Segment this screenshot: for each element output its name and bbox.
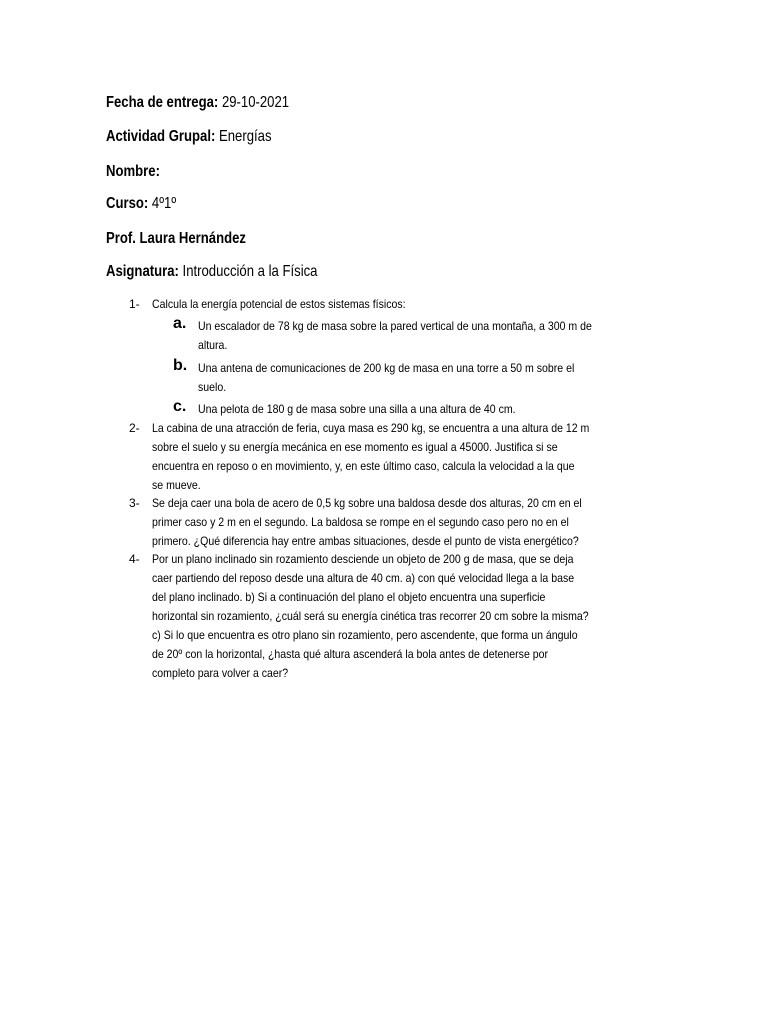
subject-line <box>106 262 317 282</box>
activity-value: Energías <box>219 128 272 145</box>
delivery-date-value: 29-10-2021 <box>221 94 290 111</box>
name-label: Nombre: <box>106 163 160 180</box>
subject-label: Asignatura: <box>106 263 179 280</box>
item-letter: b. <box>173 357 188 374</box>
course-label: Curso: <box>106 195 149 212</box>
activity-label: Actividad Grupal: <box>106 128 216 145</box>
item-text: Un escalador de 78 kg de masa sobre la pared vertical de una montaña, a 300 m de altura. <box>198 319 592 352</box>
course-line <box>106 194 176 214</box>
subject-value: Introducción a la Física <box>182 263 318 280</box>
question-text: Se deja caer una bola de acero de 0,5 kg sobre una baldosa desde dos alturas, 20 cm en el primer caso y 2 m en el segundo. La baldosa se rompe en el segundo caso pero no en el primero. ¿Qué diferencia hay entre ambas situaciones, desde el punto de vista energético? <box>152 496 582 548</box>
item-letter: a. <box>173 315 187 332</box>
question-number: 4- <box>129 552 140 566</box>
question-text: Calcula la energía potencial de estos sistemas físicos: <box>152 297 406 311</box>
question-number: 2- <box>129 421 140 435</box>
item-text: Una pelota de 180 g de masa sobre una silla a una altura de 40 cm. <box>198 402 516 416</box>
delivery-date-label: Fecha de entrega: <box>106 94 219 111</box>
delivery-date-line <box>106 93 289 113</box>
item-text: Una antena de comunicaciones de 200 kg de masa en una torre a 50 m sobre el suelo. <box>198 361 575 394</box>
question-text: Por un plano inclinado sin rozamiento desciende un objeto de 200 g de masa, que se deja caer partiendo del reposo desde una altura de 40 cm. a) con qué velocidad llega a la base del plano inclinado. b) Si a continuación del plano el objeto encuentra una superficie horizontal sin rozamiento, ¿cuál será su energía cinética tras recorrer 20 cm sobre la misma? c) Si lo que encuentra es otro plano sin rozamiento, pero ascendente, que forma un ángulo de 20º con la horizontal, ¿hasta qué altura ascenderá la bola antes de detenerse por completo para volver a caer? <box>152 552 589 680</box>
question-text: La cabina de una atracción de feria, cuya masa es 290 kg, se encuentra a una altura de 12 m sobre el suelo y su energía mecánica en ese momento es igual a 45000. Justifica si se encuentra en reposo o en movimiento, y, en este último caso, calcula la velocidad a la que se mueve. <box>152 421 590 492</box>
name-line <box>106 162 160 182</box>
teacher-line <box>106 229 246 249</box>
question-number: 3- <box>129 496 140 510</box>
course-value: 4º1º <box>151 195 177 212</box>
item-letter: c. <box>173 398 187 415</box>
question-number: 1- <box>129 297 140 311</box>
teacher-name: Prof. Laura Hernández <box>106 230 246 247</box>
activity-line <box>106 127 272 147</box>
